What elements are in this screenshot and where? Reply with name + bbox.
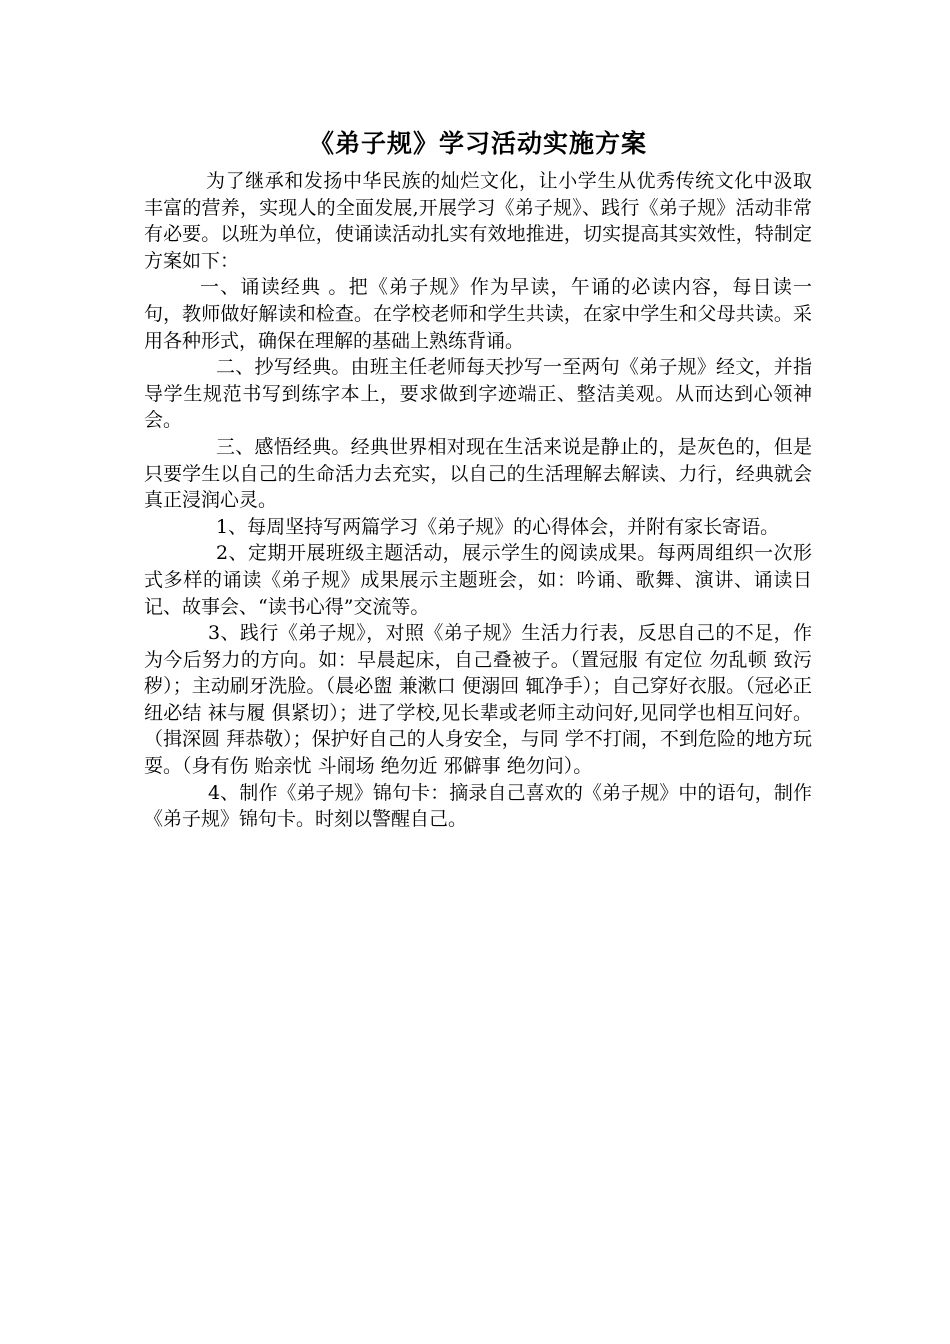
item-1-paragraph: 1、每周坚持写两篇学习《弟子规》的心得体会，并附有家长寄语。	[216, 515, 780, 538]
section-understand-paragraph: 三、感悟经典。经典世界相对现在生活来说是静止的，是灰色的，但是只要学生以自己的生命活力去充实，以自己的生活理解去解读、力行，经典就会真正浸润心灵。	[144, 435, 812, 512]
item-2-paragraph: 2、定期开展班级主题活动，展示学生的阅读成果。每两周组织一次形式多样的诵读《弟子规》成果展示主题班会，如：吟诵、歌舞、演讲、诵读日记、故事会、“读书心得”交流等。	[144, 542, 812, 618]
document-body	[144, 124, 812, 833]
item-4-paragraph: 4、制作《弟子规》锦句卡：摘录自己喜欢的《弟子规》中的语句，制作《弟子规》锦句卡。时刻以警醒自己。	[144, 781, 812, 831]
document-title: 《弟子规》学习活动实施方案	[308, 129, 647, 158]
item-3-paragraph: 3、践行《弟子规》，对照《弟子规》生活力行表，反思自己的不足，作为今后努力的方向。如：早晨起床，自己叠被子。（置冠服 有定位 勿乱顿 致污秽）；主动刷牙洗脸。（晨必盥 兼漱口 便溺回 辄净手）；自己穿好衣服。（冠必正 纽必结 袜与履 俱紧切）；进了学校,见长辈或老师主动问好,见同学也相互问好。（揖深圆 拜恭敬）；保护好自己的人身安全，与同 学不打闹，不到危险的地方玩耍。（身有伤 贻亲忧 斗闹场 绝勿近 邪僻事 绝勿问）。	[144, 622, 812, 778]
section-copy-paragraph: 二、抄写经典。由班主任老师每天抄写一至两句《弟子规》经文，并指导学生规范书写到练字本上，要求做到字迹端正、整洁美观。从而达到心领神会。	[144, 356, 812, 432]
section-recite-paragraph: 一、诵读经典 。把《弟子规》作为早读，午诵的必读内容，每日读一句，教师做好解读和检查。在学校老师和学生共读，在家中学生和父母共读。采用各种形式，确保在理解的基础上熟练背诵。	[144, 276, 812, 352]
intro-paragraph: 为了继承和发扬中华民族的灿烂文化，让小学生从优秀传统文化中汲取丰富的营养，实现人的全面发展,开展学习《弟子规》、践行《弟子规》活动非常有必要。以班为单位，使诵读活动扎实有效地推进，切实提高其实效性，特制定方案如下：	[144, 170, 812, 272]
